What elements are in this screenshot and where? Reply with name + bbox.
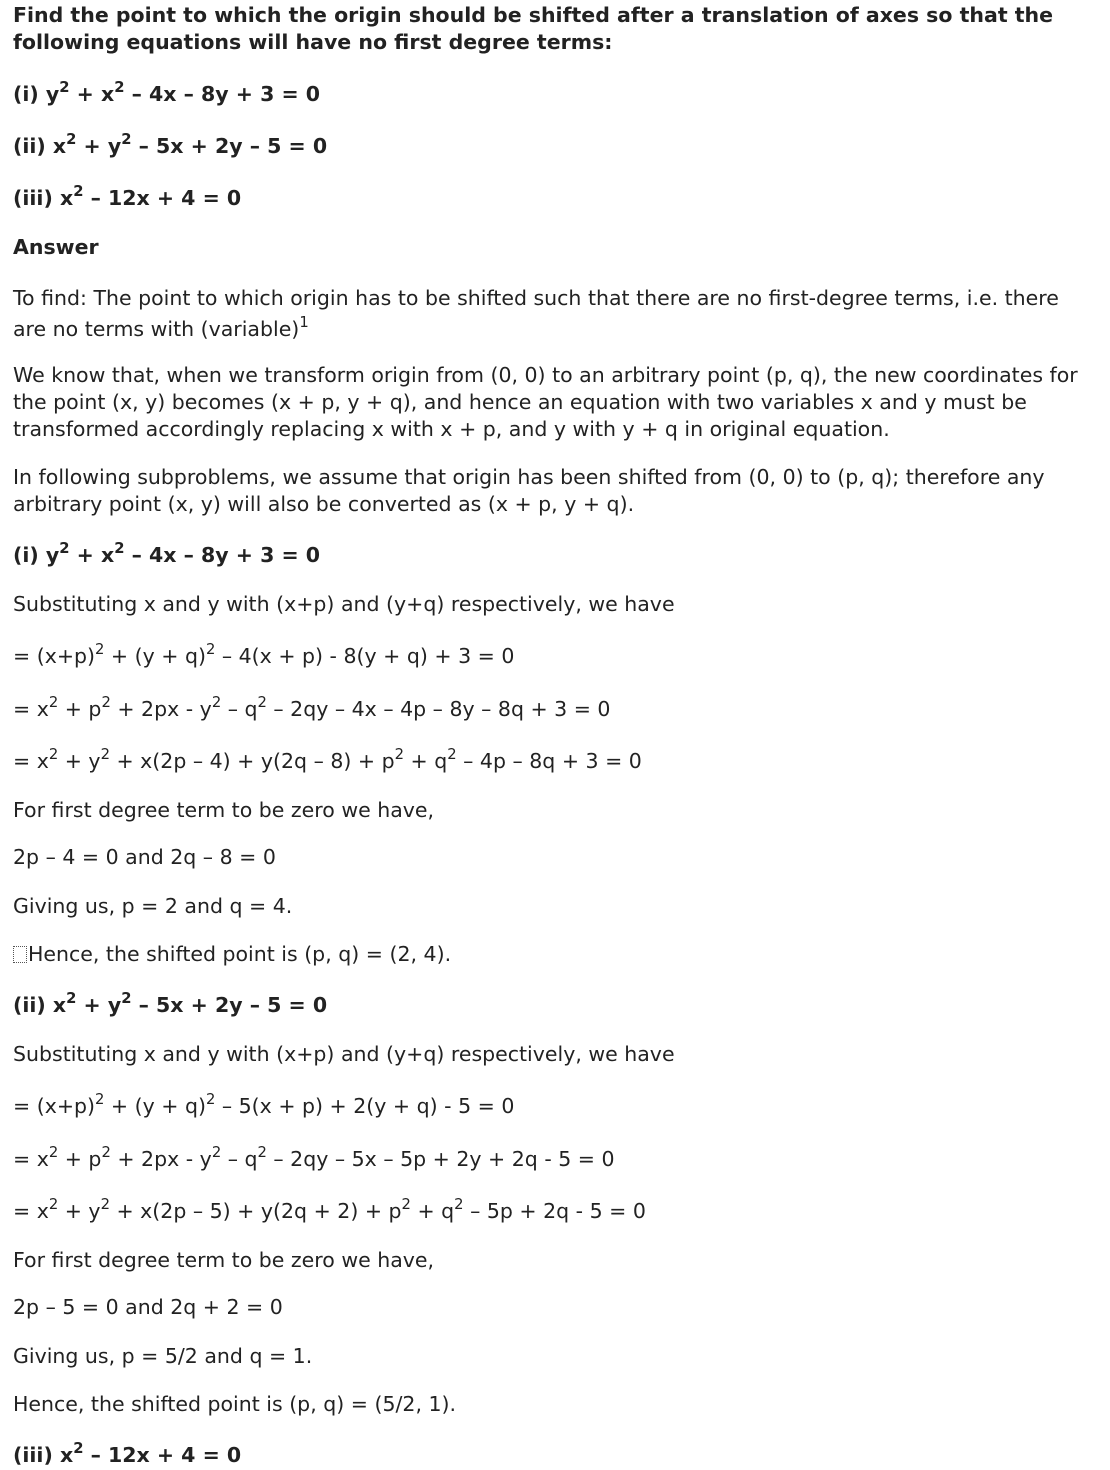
part-2-result: Hence, the shifted point is (p, q) = (5/2, 1). [13, 1392, 457, 1416]
part-1-result: Hence, the shifted point is (p, q) = (2, 4). [13, 941, 1092, 968]
part-1-equation-1: = $(x+p)^2 + (y + q)^2 - 4(x + p) - 8(y + q) + 3 = 0$ [13, 641, 515, 668]
part-2-substituting: Substituting x and y with (x+p) and (y+q) respectively, we have [13, 1042, 675, 1066]
to-find-paragraph: To find: The point to which origin has to be shifted such that there are no first-degree terms, i.e. there are no terms with (variable)$^1$ [13, 286, 1059, 341]
question-prompt: Find the point to which the origin should be shifted after a translation of axes so that the following equations will have no first degree terms: [13, 3, 1054, 54]
part-1-equation-2: = $x^2 + p^2 + 2px - y^2 - q^2 - 2qy - 4x - 4p - 8y - 8q + 3 = 0$ [13, 694, 611, 721]
part-2-heading: (ii) $x^2 + y^2 - 5x + 2y - 5 = 0$ [13, 990, 328, 1017]
part-2-giving: Giving us, p = 5/2 and q = 1. [13, 1344, 313, 1368]
part-1-linear-equations: 2p – 4 = 0 and 2q – 8 = 0 [13, 845, 276, 869]
question-part-3: (iii) $x^2 - 12x + 4 = 0$ [13, 183, 242, 210]
part-2-condition: For first degree term to be zero we have, [13, 1248, 435, 1272]
part-1-substituting: Substituting x and y with (x+p) and (y+q) respectively, we have [13, 592, 675, 616]
part-2-linear-equations: 2p – 5 = 0 and 2q + 2 = 0 [13, 1295, 283, 1319]
part-2-equation-3: = $x^2 + y^2 + x(2p - 5) + y(2q + 2) + p^2 + q^2 - 5p + 2q - 5 = 0$ [13, 1196, 646, 1223]
part-1-giving: Giving us, p = 2 and q = 4. [13, 894, 293, 918]
part-2-equation-1: = $(x+p)^2 + (y + q)^2 - 5(x + p) + 2(y + q) - 5 = 0$ [13, 1091, 515, 1118]
question-part-2: (ii) $x^2 + y^2 - 5x + 2y - 5 = 0$ [13, 131, 328, 158]
part-3-heading: (iii) $x^2 - 12x + 4 = 0$ [13, 1440, 242, 1467]
part-2-equation-2: = $x^2 + p^2 + 2px - y^2 - q^2 - 2qy - 5x - 5p + 2y + 2q - 5 = 0$ [13, 1144, 615, 1171]
intro-paragraph-1: We know that, when we transform origin from (0, 0) to an arbitrary point (p, q), the new coordinates for the point (x, y) becomes (x + p, y + q), and hence an equation with two variables x and y must be transformed accordingly replacing x with x + p, and y with y + q in original equation. [13, 363, 1078, 441]
intro-paragraph-2: In following subproblems, we assume that origin has been shifted from (0, 0) to (p, q); therefore any arbitrary point (x, y) will also be converted as (x + p, y + q). [13, 465, 1045, 516]
question-part-1: (i) $y^2 + x^2 - 4x - 8y + 3 = 0$ [13, 79, 321, 106]
part-1-heading: (i) $y^2 + x^2 - 4x - 8y + 3 = 0$ [13, 540, 321, 567]
part-1-condition: For first degree term to be zero we have, [13, 798, 435, 822]
missing-glyph-box-icon [13, 946, 27, 963]
part-1-equation-3: = $x^2 + y^2 + x(2p - 4) + y(2q - 8) + p^2 + q^2 - 4p - 8q + 3 = 0$ [13, 746, 642, 773]
answer-heading: Answer [13, 235, 99, 259]
